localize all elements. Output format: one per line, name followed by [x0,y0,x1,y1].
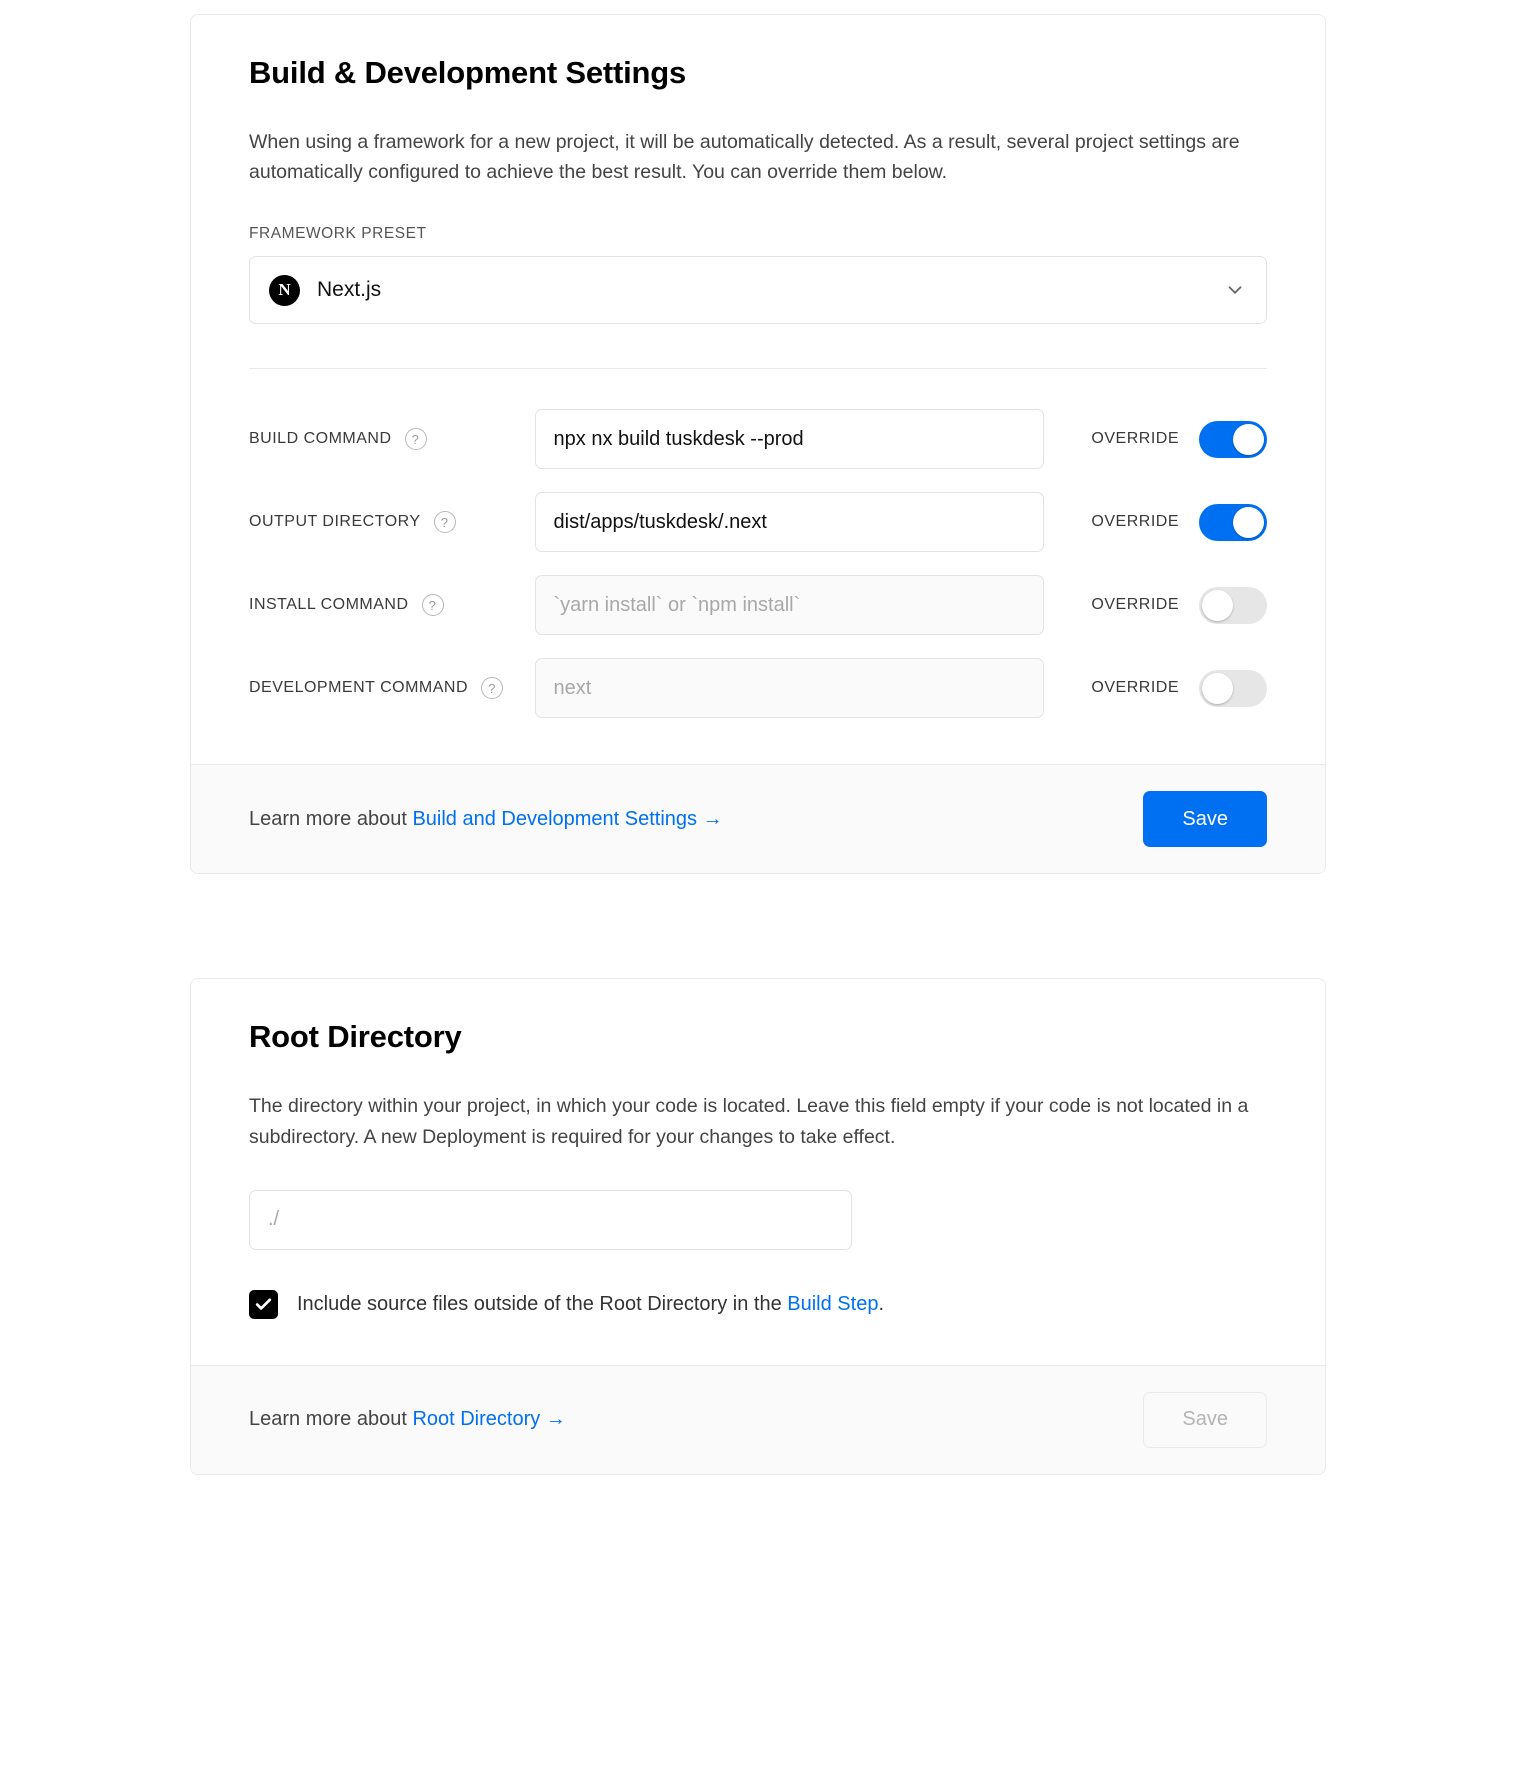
toggle-knob [1202,673,1233,704]
divider [249,368,1267,369]
help-icon[interactable]: ? [422,594,444,616]
build-command-label-wrap [249,428,535,450]
include-source-files-row [249,1290,1267,1319]
output-directory-label: OUTPUT DIRECTORY [249,513,421,531]
build-command-label: BUILD COMMAND [249,430,392,448]
chevron-down-icon [1224,279,1246,301]
install-command-row [249,575,1267,635]
build-settings-description: When using a framework for a new project, it will be automatically detected. As a result, several project settings are automatically configured to achieve the best result. You can override them below. [249,131,1240,184]
install-command-override [1091,587,1267,624]
checkbox-text-after: . [878,1292,884,1315]
help-icon[interactable]: ? [434,511,456,533]
output-directory-input[interactable] [535,492,1045,552]
build-command-override-toggle[interactable] [1199,421,1267,458]
root-directory-description: The directory within your project, in which your code is located. Leave this field empty if your code is not located in a subdirectory. A new Deployment is required for your changes to take effect. [249,1095,1249,1148]
build-command-row [249,409,1267,469]
output-directory-label-wrap [249,511,535,533]
development-command-override-toggle[interactable] [1199,670,1267,707]
root-directory-link[interactable]: Root Directory → [412,1408,566,1431]
development-command-label-wrap [249,677,535,699]
nextjs-logo-icon: N [269,275,300,306]
build-settings-link[interactable]: Build and Development Settings → [412,807,723,830]
install-command-input[interactable] [535,575,1045,635]
check-icon [254,1295,273,1314]
build-settings-footer [191,764,1325,873]
checkbox-text-before: Include source files outside of the Root Directory in the [297,1292,788,1315]
install-command-override-toggle[interactable] [1199,587,1267,624]
output-directory-row [249,492,1267,552]
build-settings-learn-more [249,808,723,831]
framework-preset-select[interactable] [249,256,1267,324]
root-directory-title: Root Directory [249,1019,462,1055]
development-command-input[interactable] [535,658,1045,718]
include-source-files-checkbox[interactable] [249,1290,278,1319]
include-source-files-label [297,1293,884,1316]
override-label: OVERRIDE [1091,430,1179,448]
build-settings-card [190,14,1326,874]
build-settings-save-button[interactable]: Save [1143,791,1267,847]
install-command-label: INSTALL COMMAND [249,596,409,614]
build-command-input[interactable] [535,409,1045,469]
toggle-knob [1202,590,1233,621]
root-directory-input[interactable] [249,1190,852,1250]
root-directory-card [190,978,1326,1474]
root-directory-footer [191,1365,1325,1474]
build-command-override [1091,421,1267,458]
development-command-row [249,658,1267,718]
override-label: OVERRIDE [1091,679,1179,697]
framework-preset-label: FRAMEWORK PRESET [249,225,427,243]
build-settings-body [191,15,1325,764]
build-step-link[interactable]: Build Step [787,1292,879,1315]
install-command-label-wrap [249,594,535,616]
learn-more-prefix: Learn more about [249,1408,413,1431]
learn-more-prefix: Learn more about [249,807,413,830]
framework-preset-value: Next.js [317,278,382,302]
toggle-knob [1233,424,1264,455]
root-directory-body [191,979,1325,1364]
development-command-override [1091,670,1267,707]
page-title: Build & Development Settings [249,55,687,90]
help-icon[interactable]: ? [481,677,503,699]
help-icon[interactable]: ? [405,428,427,450]
output-directory-override-toggle[interactable] [1199,504,1267,541]
root-directory-save-button[interactable]: Save [1143,1392,1267,1448]
development-command-label: DEVELOPMENT COMMAND [249,679,469,697]
root-directory-learn-more [249,1408,566,1431]
card-spacer [190,874,1326,978]
toggle-knob [1233,507,1264,538]
override-label: OVERRIDE [1091,596,1179,614]
output-directory-override [1091,504,1267,541]
override-label: OVERRIDE [1091,513,1179,531]
